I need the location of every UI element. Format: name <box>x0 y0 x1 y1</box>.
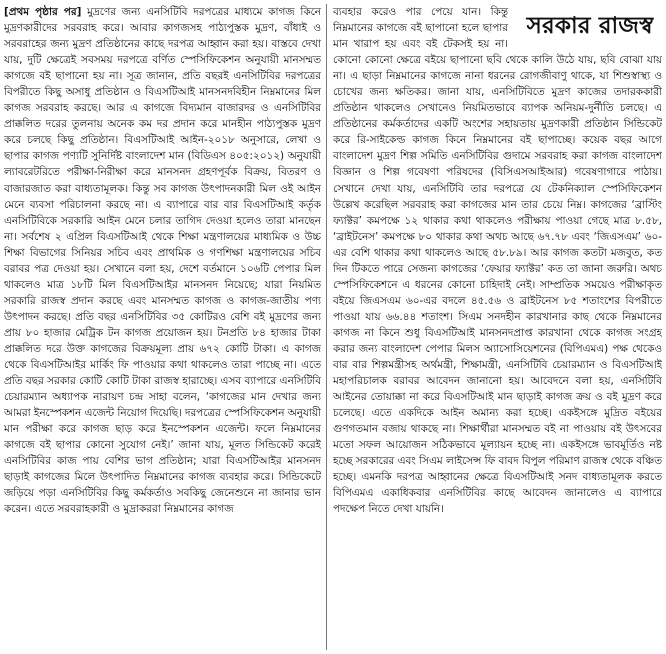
left-column-text <box>4 4 321 518</box>
column-divider <box>326 4 327 650</box>
left-column-body: মুদ্রণের জন্য এনসিটিবি দরপত্রের মাধ্যমে কাগজ কিনে মুদ্রণকারীদের সরবরাহ করে। আবার কাগজসহ পাঠ্যপুস্তক মুদ্রণ, বাঁধাই ও সরবরাহের জন্য মুদ্রণ প্রতিষ্ঠানের কাছে দরপত্র আহ্বান করা হয়। বাস্তবে দেখা যায়, দুটি ক্ষেত্রেই সবসময় দরপত্রে বর্ণিত স্পেসিফিকেশন অনুযায়ী মানসম্মত কাগজে বই ছাপানো হয় না। সূত্র জানান, প্রতি বছরই এনসিটিবির দরপত্রের বিপরীতে কিছু অসাধু প্রতিষ্ঠান ও বিএসটিআই মানসনদবিহীন নিম্নমানের মিল কাগজ সরবরাহ করছে। আর এ কাগজে বিদ্যমান বাজারদর ও এনসিটিবির প্রাক্কলিত দরের তুলনায় অনেক কম দর প্রদান করে মানহীন পাঠ্যপুস্তক মুদ্রণ করে চলছে কিছু প্রতিষ্ঠান। বিএসটিআই আইন-২০১৮ অনুসারে, লেখা ও ছাপার কাগজ পণ্যটি সুনির্দিষ্ট বাংলাদেশ মান (বিডিএস ৪০৫:২০১২) অনুযায়ী ল্যাবরেটরিতে পরীক্ষা-নিরীক্ষা করে মানসনদ গ্রহণপূর্বক বিক্রয়, বিতরণ ও বাজারজাত করা বাধ্যতামূলক। কিন্তু সব কাগজ উৎপাদনকারী মিল ওই আইন মেনে ব্যবসা পরিচালনা করছে না। এ ব্যাপারে বার বার বিএসটিআই কর্তৃক এনসিটিবিকে সরকারি আইন মেনে চলার তাগিদ দেওয়া হলেও তারা মানছেন না। সর্বশেষ ২ এপ্রিল বিএসটিআই থেকে শিক্ষা মন্ত্রণালয়ের মাধ্যমিক ও উচ্চ শিক্ষা বিভাগের সিনিয়র সচিব এবং প্রাথমিক ও গণশিক্ষা মন্ত্রণালয়ের সচিব বরাবর পত্র দেওয়া হয়। সেখানে বলা হয়, দেশে বর্তমানে ১০৬টি পেপার মিল থাকলেও মাত্র ১৮টি মিল বিএসটিআইর মানসনদ নিয়েছে; যারা নিয়মিত সরকারি রাজস্ব প্রদান করছে এবং মানসম্মত কাগজ ও কাগজ-জাতীয় পণ্য উৎপাদন করছে। প্রতি বছর এনসিটিবির ৩৫ কোটিরও বেশি বই মুদ্রণের জন্য প্রায় ৮০ হাজার মেট্রিক টন কাগজ প্রয়োজন হয়। টনপ্রতি ৮৪ হাজার টাকা প্রাক্কলিত দরে উক্ত কাগজের বিক্রয়মূল্য প্রায় ৬৭২ কোটি টাকা। এ কাগজ থেকে বিএসটিআইর মার্কিং ফি পাওয়ার কথা থাকলেও তারা পাচ্ছে না। এতে প্রতি বছর সরকার কোটি কোটি টাকা রাজস্ব হারাচ্ছে। এসব ব্যাপারে এনসিটিবি চেয়ারম্যান অধ্যাপক নারায়ণ চন্দ্র সাহা বলেন, ‘কাগজের মান দেখার জন্য আমরা ইনস্পেকশন এজেন্ট নিয়োগ দিয়েছি। দরপত্রের স্পেসিফিকেশন অনুযায়ী মান পরীক্ষা করে কাগজ ছাড় করে ইনস্পেকশন এজেন্ট। ফলে নিম্নমানের কাগজে বই ছাপার কোনো সুযোগ নেই।’ জানা যায়, মূলত সিন্ডিকেট করেই এনসিটিবির কাজ পায় বেশির ভাগ প্রতিষ্ঠান; যারা বিএসটিআইর মানসনদ ছাড়াই কাগজের মিলে উৎপাদিত নিম্নমানের কাগজ ব্যবহার করে। সিন্ডিকেটে জড়িয়ে পড়া এনসিটিবির কিছু কর্মকর্তাও সবকিছু জেনেশুনে না জানার ভান করেন। এতে সরবরাহকারী ও মুদ্রাকররা নিম্নমানের কাগজ <box>4 6 321 516</box>
headline: সরকার রাজস্ব <box>526 11 654 39</box>
left-column <box>4 4 321 650</box>
right-column <box>333 4 662 650</box>
continuation-tag: [প্রথম পৃষ্ঠার পর] <box>4 6 82 18</box>
right-column-body: ব্যবহার করেও পার পেয়ে যান। কিন্তু নিম্নমানের কাগজে বই ছাপানো হলে ছাপার মান খারাপ হয় এবং বই টেকসই হয় না। কোনো কোনো ক্ষেত্রে বইয়ে ছাপানো ছবি থেকে কালি উঠে যায়, ছবি বোঝা যায় না। এ ছাড়া নিম্নমানের কাগজে নানা ধরনের রোগজীবাণু থাকে, যা শিশুস্বাস্থ্য ও চোখের জন্য ক্ষতিকর। জানা যায়, এনসিটিবিতে মুদ্রণ কাজের তদারককারী প্রতিষ্ঠান থাকলেও সেখানেও নিয়মিতভাবে ব্যাপক অনিয়ম-দুর্নীতি চলছে। এ প্রতিষ্ঠানের কর্মকর্তাদের একটি অংশের সহায়তায় মুদ্রণকারী প্রতিষ্ঠান সিন্ডিকেট করে রি-সাইকেল্ড কাগজ কিনে নিম্নমানের বই ছাপাচ্ছে। কয়েক বছর আগে বাংলাদেশ মুদ্রণ শিল্প সমিতি এনসিটিবির গুদামে সরবরাহ করা কাগজ বাংলাদেশ বিজ্ঞান ও শিল্প গবেষণা পরিষদের (বিসিএসআইআর) গবেষণাগারে পাঠায়। সেখানে দেখা যায়, এনসিটিবি তার দরপত্রে যে টেকনিক্যাল স্পেসিফিকেশন উল্লেখ করেছিল সরবরাহ করা কাগজের মান তার চেয়ে নিম্ন। কাগজের ‘ব্রাস্টিং ফ্যাক্টর’ কমপক্ষে ১২ থাকার কথা থাকলেও পরীক্ষায় পাওয়া গেছে মাত্র ৮.৫৮, ‘ব্রাইটনেস’ কমপক্ষে ৮০ থাকার কথা অথচ আছে ৬৭.৭৮ এবং ‘জিএসএম’ ৬০-এর বেশি থাকার কথা থাকলেও আছে ৫৮.৮৯। আর কাগজ কতটা মজবুত, কত দিন টিকতে পারে সেজন্য কাগজের ‘ফেয়ার ফ্যাক্টর’ কত তা জানা জরুরি। অথচ স্পেসিফিকেশনে এ ধরনের কোনো চাহিদাই নেই। সাম্প্রতিক সময়েও পরীক্ষাকৃত বইয়ে জিএসএম ৬০-এর বদলে ৪৫.৫৬ ও ব্রাইটনেস ৮৫ শতাংশের বিপরীতে পাওয়া যায় ৬৬.৪৪ শতাংশ। সিএম সনদহীন কারখানার কাছ থেকে নিম্নমানের কাগজ না কিনে শুধু বিএসটিআই মানসনদপ্রাপ্ত কারখানা থেকে কাগজ সংগ্রহ করার জন্য বাংলাদেশ পেপার মিলস অ্যাসোসিয়েশনের (বিপিএমএ) পক্ষ থেকেও বার বার শিল্পমন্ত্রীসহ অর্থমন্ত্রী, শিক্ষামন্ত্রী, এনসিটিবি চেয়ারম্যান ও বিএসটিআই মহাপরিচালক বরাবর আবেদন জানানো হয়। আবেদনে বলা হয়, এনসিটিবি আইনের তোয়াক্কা না করে বিএসটিআই মান ছাড়াই কাগজ ক্রয় ও বই মুদ্রণ করে চলেছে। এতে একদিকে আইন অমান্য করা হচ্ছে। একইসঙ্গে মুদ্রিত বইয়ের গুণগতমান বজায় থাকছে না। শিক্ষার্থীরা মানসম্মত বই না পাওয়ায় বই উৎসবের মতো সফল আয়োজন সঠিকভাবে মূল্যায়ন হচ্ছে না। একইসঙ্গে ভাবমূর্তিও নষ্ট হচ্ছে সরকারের এবং সিএম লাইসেন্স ফি বাবদ বিপুল পরিমাণ রাজস্ব থেকে বঞ্চিত হচ্ছে। এমনকি দরপত্র আহ্বানের ক্ষেত্রে বিএসটিআই সনদ বাধ্যতামূলক করতে বিপিএমএ একাধিকবার এনসিটিবির কাছে আবেদন জানালেও এ ব্যাপারে পদক্ষেপ নিতে দেখা যায়নি। <box>333 6 662 516</box>
